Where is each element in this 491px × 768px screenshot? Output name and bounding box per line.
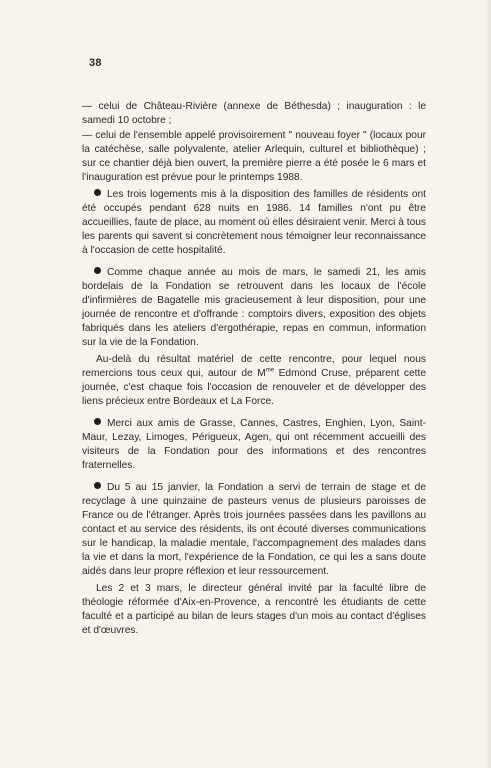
superscript: me — [265, 367, 275, 374]
dash-item-text: — celui de l'ensemble appelé provisoirement " nouveau foyer " (locaux pour la catéchèse, salle polyvalente, atelier Arlequin, culturel et bibliothèque) ; sur ce chantier déjà bien ouvert, la première pierre a été posée le 6 mars et l'inauguration est prévue pour le printemps 1988. — [82, 130, 426, 183]
page-body — [82, 100, 426, 638]
dash-item-text: — celui de Château-Rivière (annexe de Béthesda) ; inauguration : le samedi 10 octobre ; — [82, 101, 426, 126]
paragraph-text: Au-delà du résultat matériel de cette rencontre, pour lequel nous remercions tous ceux qui, autour de M — [82, 354, 426, 379]
paragraph-friends-cities — [82, 417, 426, 473]
paragraph-text: Du 5 au 15 janvier, la Fondation a servi de terrain de stage et de recyclage à une quinzaine de pasteurs venus de plusieurs paroisses de France ou de l'étranger. Après trois journées passées dans les pavillons au contact et au service des résidents, ils ont écouté diverses communications sur le handicap, la maladie mentale, l'accompagnement des malades dans la vie et dans la mort, l'expérience de la Fondation, ce qui les a sans doute aidés dans leur propre réflexion et leur ressourcement. — [82, 482, 426, 577]
paragraph-text: Edmond Cruse, préparent cette journée, c'est chaque fois l'occasion de renouveler et de développer des liens précieux entre Bordeaux et La Force. — [82, 368, 426, 407]
dash-list-item — [82, 129, 426, 185]
paragraph-text: Les trois logements mis à la disposition des familles de résidents ont été occupés pendant 628 nuits en 1986. 14 familles n'ont pu être accueillies, faute de place, au moment où elles désiraient venir. Merci à tous les parents qui savent si concrètement nous témoigner leur reconnaissance à l'occasion de cette hospitalité. — [82, 189, 426, 256]
dash-list-item — [82, 100, 426, 128]
paragraph-thanks-bordeaux — [82, 353, 426, 409]
paragraph-pastors-training — [82, 481, 426, 579]
bullet-icon — [94, 267, 101, 274]
paragraph-family-lodging — [82, 188, 426, 258]
paragraph-text: Comme chaque année au mois de mars, le samedi 21, les amis bordelais de la Fondation se retrouvent dans les locaux de l'école d'infirmières de Bagatelle mis gracieusement à leur disposition, pour une journée de rencontre et d'offrande : comptoirs divers, exposition des objets fabriqués dans les ateliers d'ergothérapie, repas en commun, information sur la vie de la Fondation. — [82, 267, 426, 348]
paragraph-text: Merci aux amis de Grasse, Cannes, Castres, Enghien, Lyon, Saint-Maur, Lezay, Limoges, Périgueux, Agen, qui ont récemment accueilli des visiteurs de la Fondation pour des informations et des rencontres fraternelles. — [82, 418, 426, 471]
bullet-icon — [94, 189, 101, 196]
paragraph-bordeaux-friends — [82, 266, 426, 350]
paragraph-aix-faculty — [82, 582, 426, 638]
bullet-icon — [94, 482, 101, 489]
page-number: 38 — [89, 57, 102, 69]
paragraph-text: Les 2 et 3 mars, le directeur général invité par la faculté libre de théologie réformée d'Aix-en-Provence, a rencontré les étudiants de cette faculté et a participé au bilan de leurs stages d'un mois au contact d'églises et d'œuvres. — [82, 583, 426, 636]
bullet-icon — [94, 418, 101, 425]
